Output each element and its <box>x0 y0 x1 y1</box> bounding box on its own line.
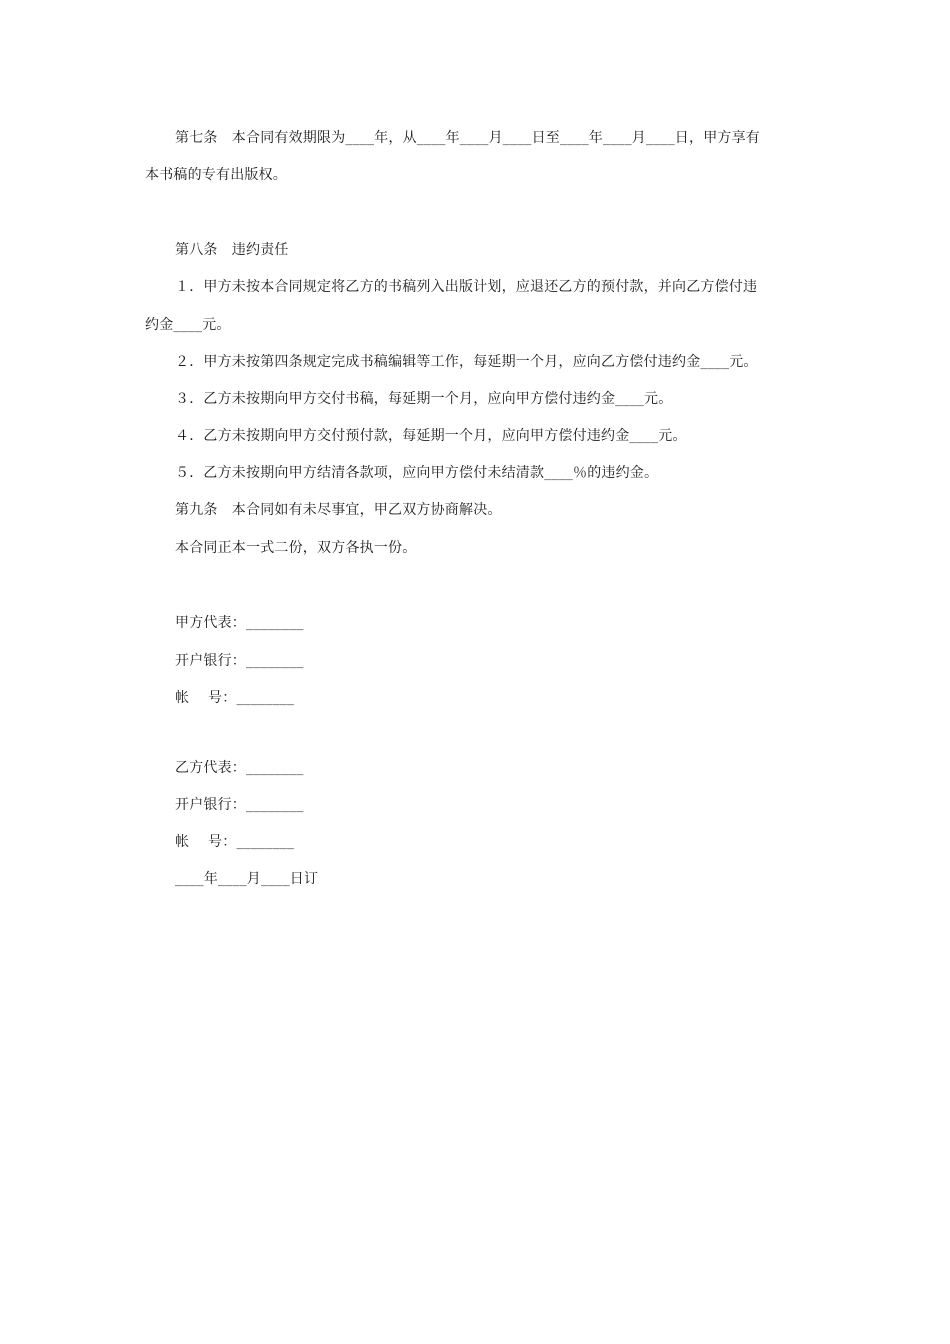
party-a-account: 帐 号：________ <box>175 690 295 706</box>
party-b-account: 帐 号：________ <box>175 834 295 850</box>
article8-item5: ５．乙方未按期向甲方结清各款项，应向甲方偿付未结清款____％的违约金。 <box>175 465 659 481</box>
article8-item3: ３．乙方未按期向甲方交付书稿，每延期一个月，应向甲方偿付违约金____元。 <box>175 391 673 407</box>
copies-statement: 本合同正本一式二份，双方各执一份。 <box>175 540 417 556</box>
article9-text: 第九条 本合同如有未尽事宜，甲乙双方协商解决。 <box>175 502 502 518</box>
signing-date: ____年____月____日订 <box>175 871 319 887</box>
party-b-representative: 乙方代表：________ <box>175 760 304 776</box>
article8-item1-line1: １．甲方未按本合同规定将乙方的书稿列入出版计划，应退还乙方的预付款，并向乙方偿付违 <box>175 279 758 295</box>
party-a-bank: 开户银行：________ <box>175 653 304 669</box>
article7-line2: 本书稿的专有出版权。 <box>145 167 287 183</box>
article8-item4: ４．乙方未按期向甲方交付预付款，每延期一个月，应向甲方偿付违约金____元。 <box>175 428 687 444</box>
article8-item1-line2: 约金____元。 <box>145 317 231 333</box>
article7-line1: 第七条 本合同有效期限为____年，从____年____月____日至____年____月____日，甲方享有 <box>175 130 760 146</box>
party-b-bank: 开户银行：________ <box>175 797 304 813</box>
article8-item2: ２．甲方未按第四条规定完成书稿编辑等工作，每延期一个月，应向乙方偿付违约金____元。 <box>175 354 758 370</box>
party-a-representative: 甲方代表：________ <box>175 615 304 631</box>
article8-heading: 第八条 违约责任 <box>175 242 289 258</box>
